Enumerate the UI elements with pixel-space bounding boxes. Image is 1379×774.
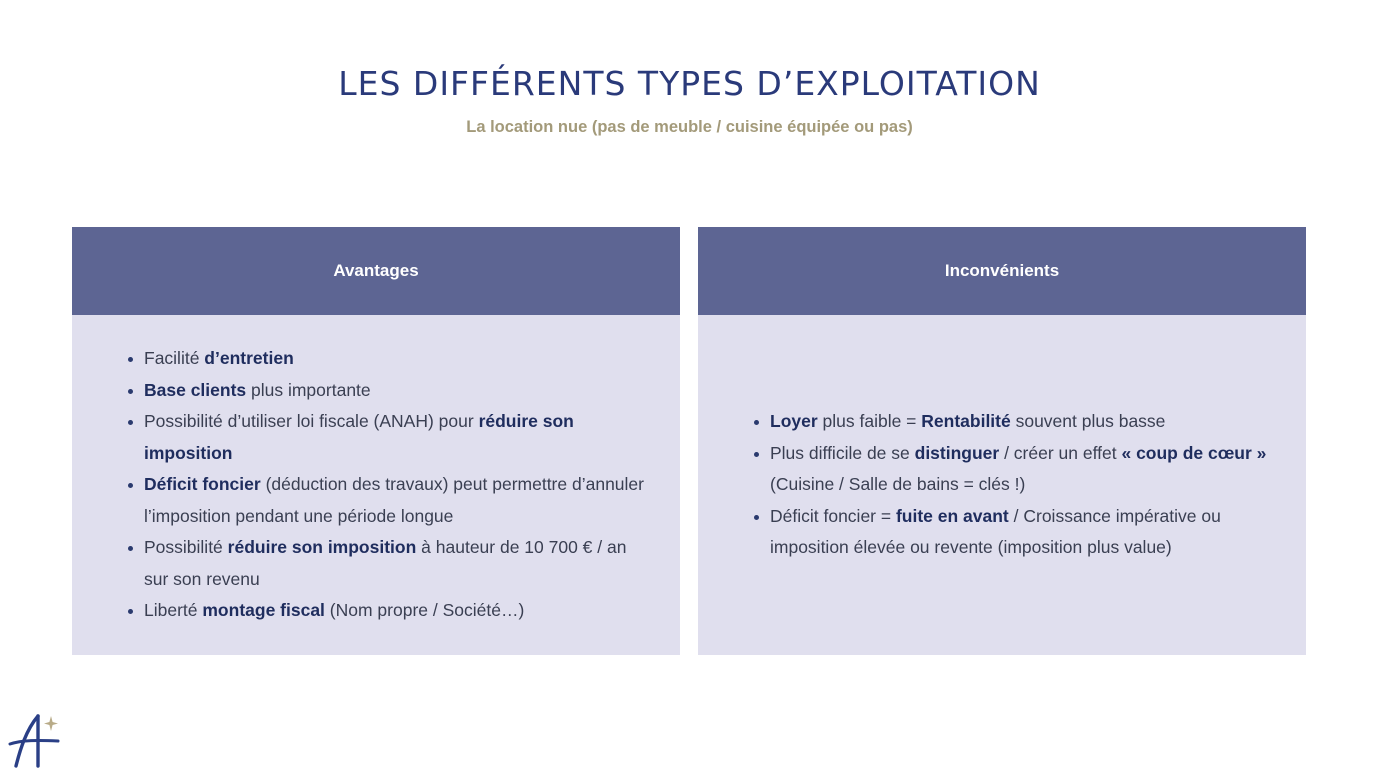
item-text: (Nom propre / Société…) bbox=[324, 600, 525, 621]
emphasis-text: d’entretien bbox=[204, 348, 294, 369]
list-item bbox=[752, 501, 1270, 564]
item-text: Facilité bbox=[144, 348, 205, 369]
item-text: Possibilité bbox=[144, 537, 228, 558]
disadvantages-list bbox=[752, 406, 1270, 564]
page-subtitle: La location nue (pas de meuble / cuisine équipée ou pas) bbox=[466, 118, 913, 136]
item-text: à hauteur de 10 700 € / an sur son revenu bbox=[144, 537, 627, 589]
brand-logo-icon bbox=[8, 712, 60, 768]
advantages-heading: Avantages bbox=[72, 227, 680, 315]
item-text: plus importante bbox=[246, 379, 371, 400]
emphasis-text: réduire son imposition bbox=[227, 537, 417, 558]
list-item bbox=[126, 532, 644, 595]
list-item bbox=[752, 406, 1270, 438]
item-text: Déficit foncier = bbox=[770, 505, 896, 526]
item-text: (Cuisine / Salle de bains = clés !) bbox=[770, 474, 1026, 495]
emphasis-text: réduire son imposition bbox=[144, 411, 574, 463]
list-item bbox=[126, 469, 644, 532]
list-item bbox=[126, 343, 644, 375]
item-text: Liberté bbox=[144, 600, 203, 621]
emphasis-text: Déficit foncier bbox=[144, 474, 261, 495]
list-item bbox=[126, 375, 644, 407]
emphasis-text: Loyer bbox=[770, 411, 818, 432]
emphasis-text: fuite en avant bbox=[895, 505, 1009, 526]
list-item bbox=[752, 438, 1270, 501]
advantages-list bbox=[126, 343, 644, 627]
page-title: LES DIFFÉRENTS TYPES D’EXPLOITATION bbox=[338, 64, 1041, 103]
emphasis-text: Base clients bbox=[144, 379, 247, 400]
item-text: / créer un effet bbox=[999, 442, 1122, 463]
advantages-card bbox=[72, 227, 680, 655]
disadvantages-card bbox=[698, 227, 1306, 655]
emphasis-text: « coup de cœur » bbox=[1121, 442, 1267, 463]
item-text: Plus difficile de se bbox=[770, 442, 915, 463]
list-item bbox=[126, 595, 644, 627]
item-text: plus faible = bbox=[817, 411, 922, 432]
item-text: souvent plus basse bbox=[1010, 411, 1166, 432]
emphasis-text: distinguer bbox=[914, 442, 1000, 463]
item-text: / Croissance impérative ou imposition élevée ou revente (imposition plus value) bbox=[770, 505, 1221, 558]
item-text: (déduction des travaux) peut permettre d’annuler l’imposition pendant une période longue bbox=[144, 474, 644, 526]
disadvantages-body bbox=[698, 315, 1306, 655]
disadvantages-heading: Inconvénients bbox=[698, 227, 1306, 315]
item-text: Possibilité d’utiliser loi fiscale (ANAH) pour bbox=[144, 411, 479, 432]
advantages-body bbox=[72, 315, 680, 655]
list-item bbox=[126, 406, 644, 469]
emphasis-text: Rentabilité bbox=[921, 411, 1011, 432]
emphasis-text: montage fiscal bbox=[202, 600, 325, 621]
